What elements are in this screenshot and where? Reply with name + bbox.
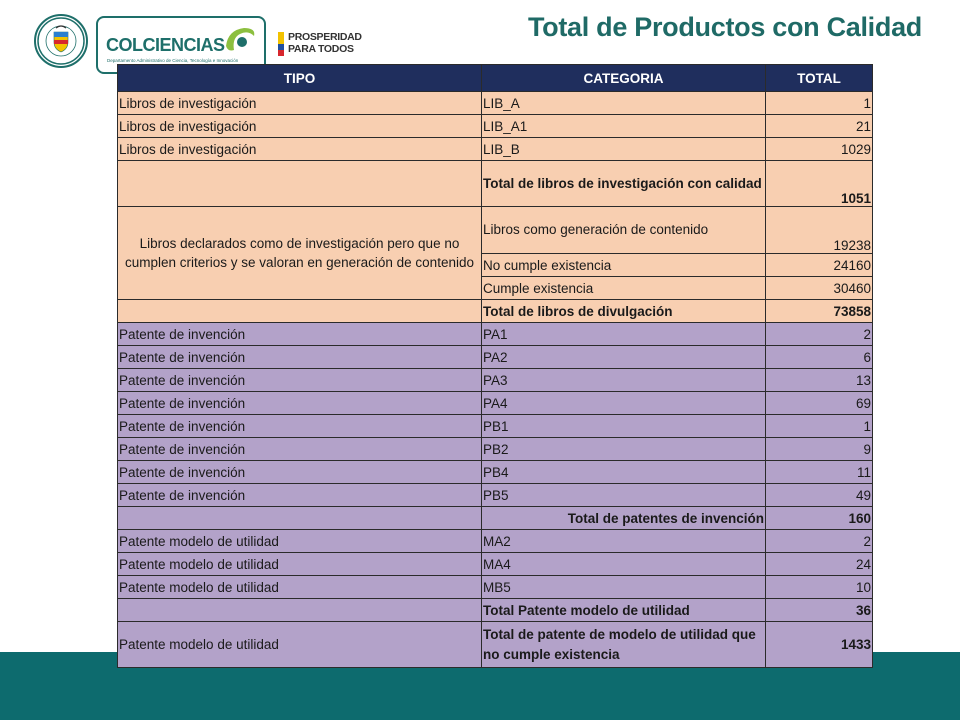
table-row bbox=[118, 438, 873, 461]
cell-tipo: Patente modelo de utilidad bbox=[118, 530, 482, 553]
cell-total: 24160 bbox=[766, 254, 873, 277]
header-categoria: CATEGORIA bbox=[482, 65, 766, 92]
cell-tipo bbox=[118, 300, 482, 323]
cell-categoria: Libros como generación de contenido bbox=[482, 207, 766, 254]
cell-tipo bbox=[118, 507, 482, 530]
cell-total: 10 bbox=[766, 576, 873, 599]
colciencias-name: COLCIENCIAS bbox=[106, 35, 225, 55]
cell-total: 36 bbox=[766, 599, 873, 622]
cell-total: 9 bbox=[766, 438, 873, 461]
table-row bbox=[118, 484, 873, 507]
cell-tipo: Patente de invención bbox=[118, 484, 482, 507]
prosperidad-line1: PROSPERIDAD bbox=[288, 31, 362, 43]
cell-total: 11 bbox=[766, 461, 873, 484]
table-row bbox=[118, 92, 873, 115]
cell-total: 1 bbox=[766, 415, 873, 438]
cell-tipo: Patente de invención bbox=[118, 438, 482, 461]
prosperidad-logo bbox=[278, 30, 374, 60]
colciencias-swoosh-icon bbox=[222, 24, 258, 58]
cell-total: 69 bbox=[766, 392, 873, 415]
cell-categoria: Total de patente de modelo de utilidad que no cumple existencia bbox=[482, 622, 766, 668]
cell-total: 1433 bbox=[766, 622, 873, 668]
cell-categoria: MB5 bbox=[482, 576, 766, 599]
table-row bbox=[118, 415, 873, 438]
cell-total: 49 bbox=[766, 484, 873, 507]
cell-tipo: Patente de invención bbox=[118, 415, 482, 438]
cell-total: 160 bbox=[766, 507, 873, 530]
cell-tipo: Libros de investigación bbox=[118, 115, 482, 138]
page-title: Total de Productos con Calidad bbox=[527, 12, 922, 42]
table-row bbox=[118, 369, 873, 392]
colombia-seal-logo bbox=[34, 14, 88, 68]
cell-total: 6 bbox=[766, 346, 873, 369]
table-header-row bbox=[118, 65, 873, 92]
cell-categoria: PA4 bbox=[482, 392, 766, 415]
cell-total: 2 bbox=[766, 530, 873, 553]
table-row bbox=[118, 323, 873, 346]
seal-icon bbox=[36, 16, 86, 66]
cell-tipo-merged: Libros declarados como de investigación pero que no cumplen criterios y se valoran en generación de contenido bbox=[118, 207, 482, 300]
cell-total: 30460 bbox=[766, 277, 873, 300]
cell-tipo bbox=[118, 599, 482, 622]
cell-categoria: Total de patentes de invención bbox=[482, 507, 766, 530]
cell-total: 1 bbox=[766, 92, 873, 115]
cell-tipo bbox=[118, 161, 482, 207]
cell-total: 1029 bbox=[766, 138, 873, 161]
cell-tipo: Libros de investigación bbox=[118, 138, 482, 161]
table-row bbox=[118, 576, 873, 599]
cell-categoria: Cumple existencia bbox=[482, 277, 766, 300]
flag-bar-icon bbox=[278, 32, 284, 56]
subtotal-row bbox=[118, 300, 873, 323]
cell-tipo: Libros de investigación bbox=[118, 92, 482, 115]
prosperidad-text bbox=[288, 31, 362, 55]
table-row bbox=[118, 346, 873, 369]
table-row bbox=[118, 622, 873, 668]
cell-categoria: LIB_B bbox=[482, 138, 766, 161]
cell-categoria: MA4 bbox=[482, 553, 766, 576]
cell-tipo: Patente modelo de utilidad bbox=[118, 576, 482, 599]
cell-tipo: Patente de invención bbox=[118, 346, 482, 369]
cell-categoria: Total de libros de investigación con calidad bbox=[482, 161, 766, 207]
cell-total: 24 bbox=[766, 553, 873, 576]
cell-categoria: No cumple existencia bbox=[482, 254, 766, 277]
cell-total: 21 bbox=[766, 115, 873, 138]
subtotal-row bbox=[118, 161, 873, 207]
table-row bbox=[118, 553, 873, 576]
cell-categoria: MA2 bbox=[482, 530, 766, 553]
cell-categoria: PB4 bbox=[482, 461, 766, 484]
cell-total: 1051 bbox=[766, 161, 873, 207]
products-table bbox=[117, 64, 873, 668]
colciencias-subtitle: Departamento Administrativo de Ciencia, Tecnología e Innovación bbox=[107, 58, 239, 63]
table-row bbox=[118, 115, 873, 138]
cell-total: 2 bbox=[766, 323, 873, 346]
table-row bbox=[118, 392, 873, 415]
cell-categoria: Total de libros de divulgación bbox=[482, 300, 766, 323]
subtotal-row bbox=[118, 507, 873, 530]
table-row bbox=[118, 461, 873, 484]
cell-tipo: Patente de invención bbox=[118, 461, 482, 484]
cell-categoria: PB5 bbox=[482, 484, 766, 507]
cell-total: 13 bbox=[766, 369, 873, 392]
cell-total: 73858 bbox=[766, 300, 873, 323]
cell-tipo: Patente de invención bbox=[118, 369, 482, 392]
cell-categoria: PA1 bbox=[482, 323, 766, 346]
cell-categoria: PB2 bbox=[482, 438, 766, 461]
table-row bbox=[118, 530, 873, 553]
header-total: TOTAL bbox=[766, 65, 873, 92]
header-tipo: TIPO bbox=[118, 65, 482, 92]
cell-tipo: Patente modelo de utilidad bbox=[118, 553, 482, 576]
cell-categoria: PA3 bbox=[482, 369, 766, 392]
table-row bbox=[118, 138, 873, 161]
subtotal-row bbox=[118, 599, 873, 622]
cell-total: 19238 bbox=[766, 207, 873, 254]
cell-tipo: Patente de invención bbox=[118, 323, 482, 346]
cell-categoria: PB1 bbox=[482, 415, 766, 438]
cell-tipo: Patente de invención bbox=[118, 392, 482, 415]
prosperidad-line2: PARA TODOS bbox=[288, 43, 354, 55]
cell-categoria: LIB_A1 bbox=[482, 115, 766, 138]
cell-categoria: LIB_A bbox=[482, 92, 766, 115]
cell-categoria: PA2 bbox=[482, 346, 766, 369]
table-row bbox=[118, 207, 873, 254]
cell-tipo: Patente modelo de utilidad bbox=[118, 622, 482, 668]
cell-categoria: Total Patente modelo de utilidad bbox=[482, 599, 766, 622]
